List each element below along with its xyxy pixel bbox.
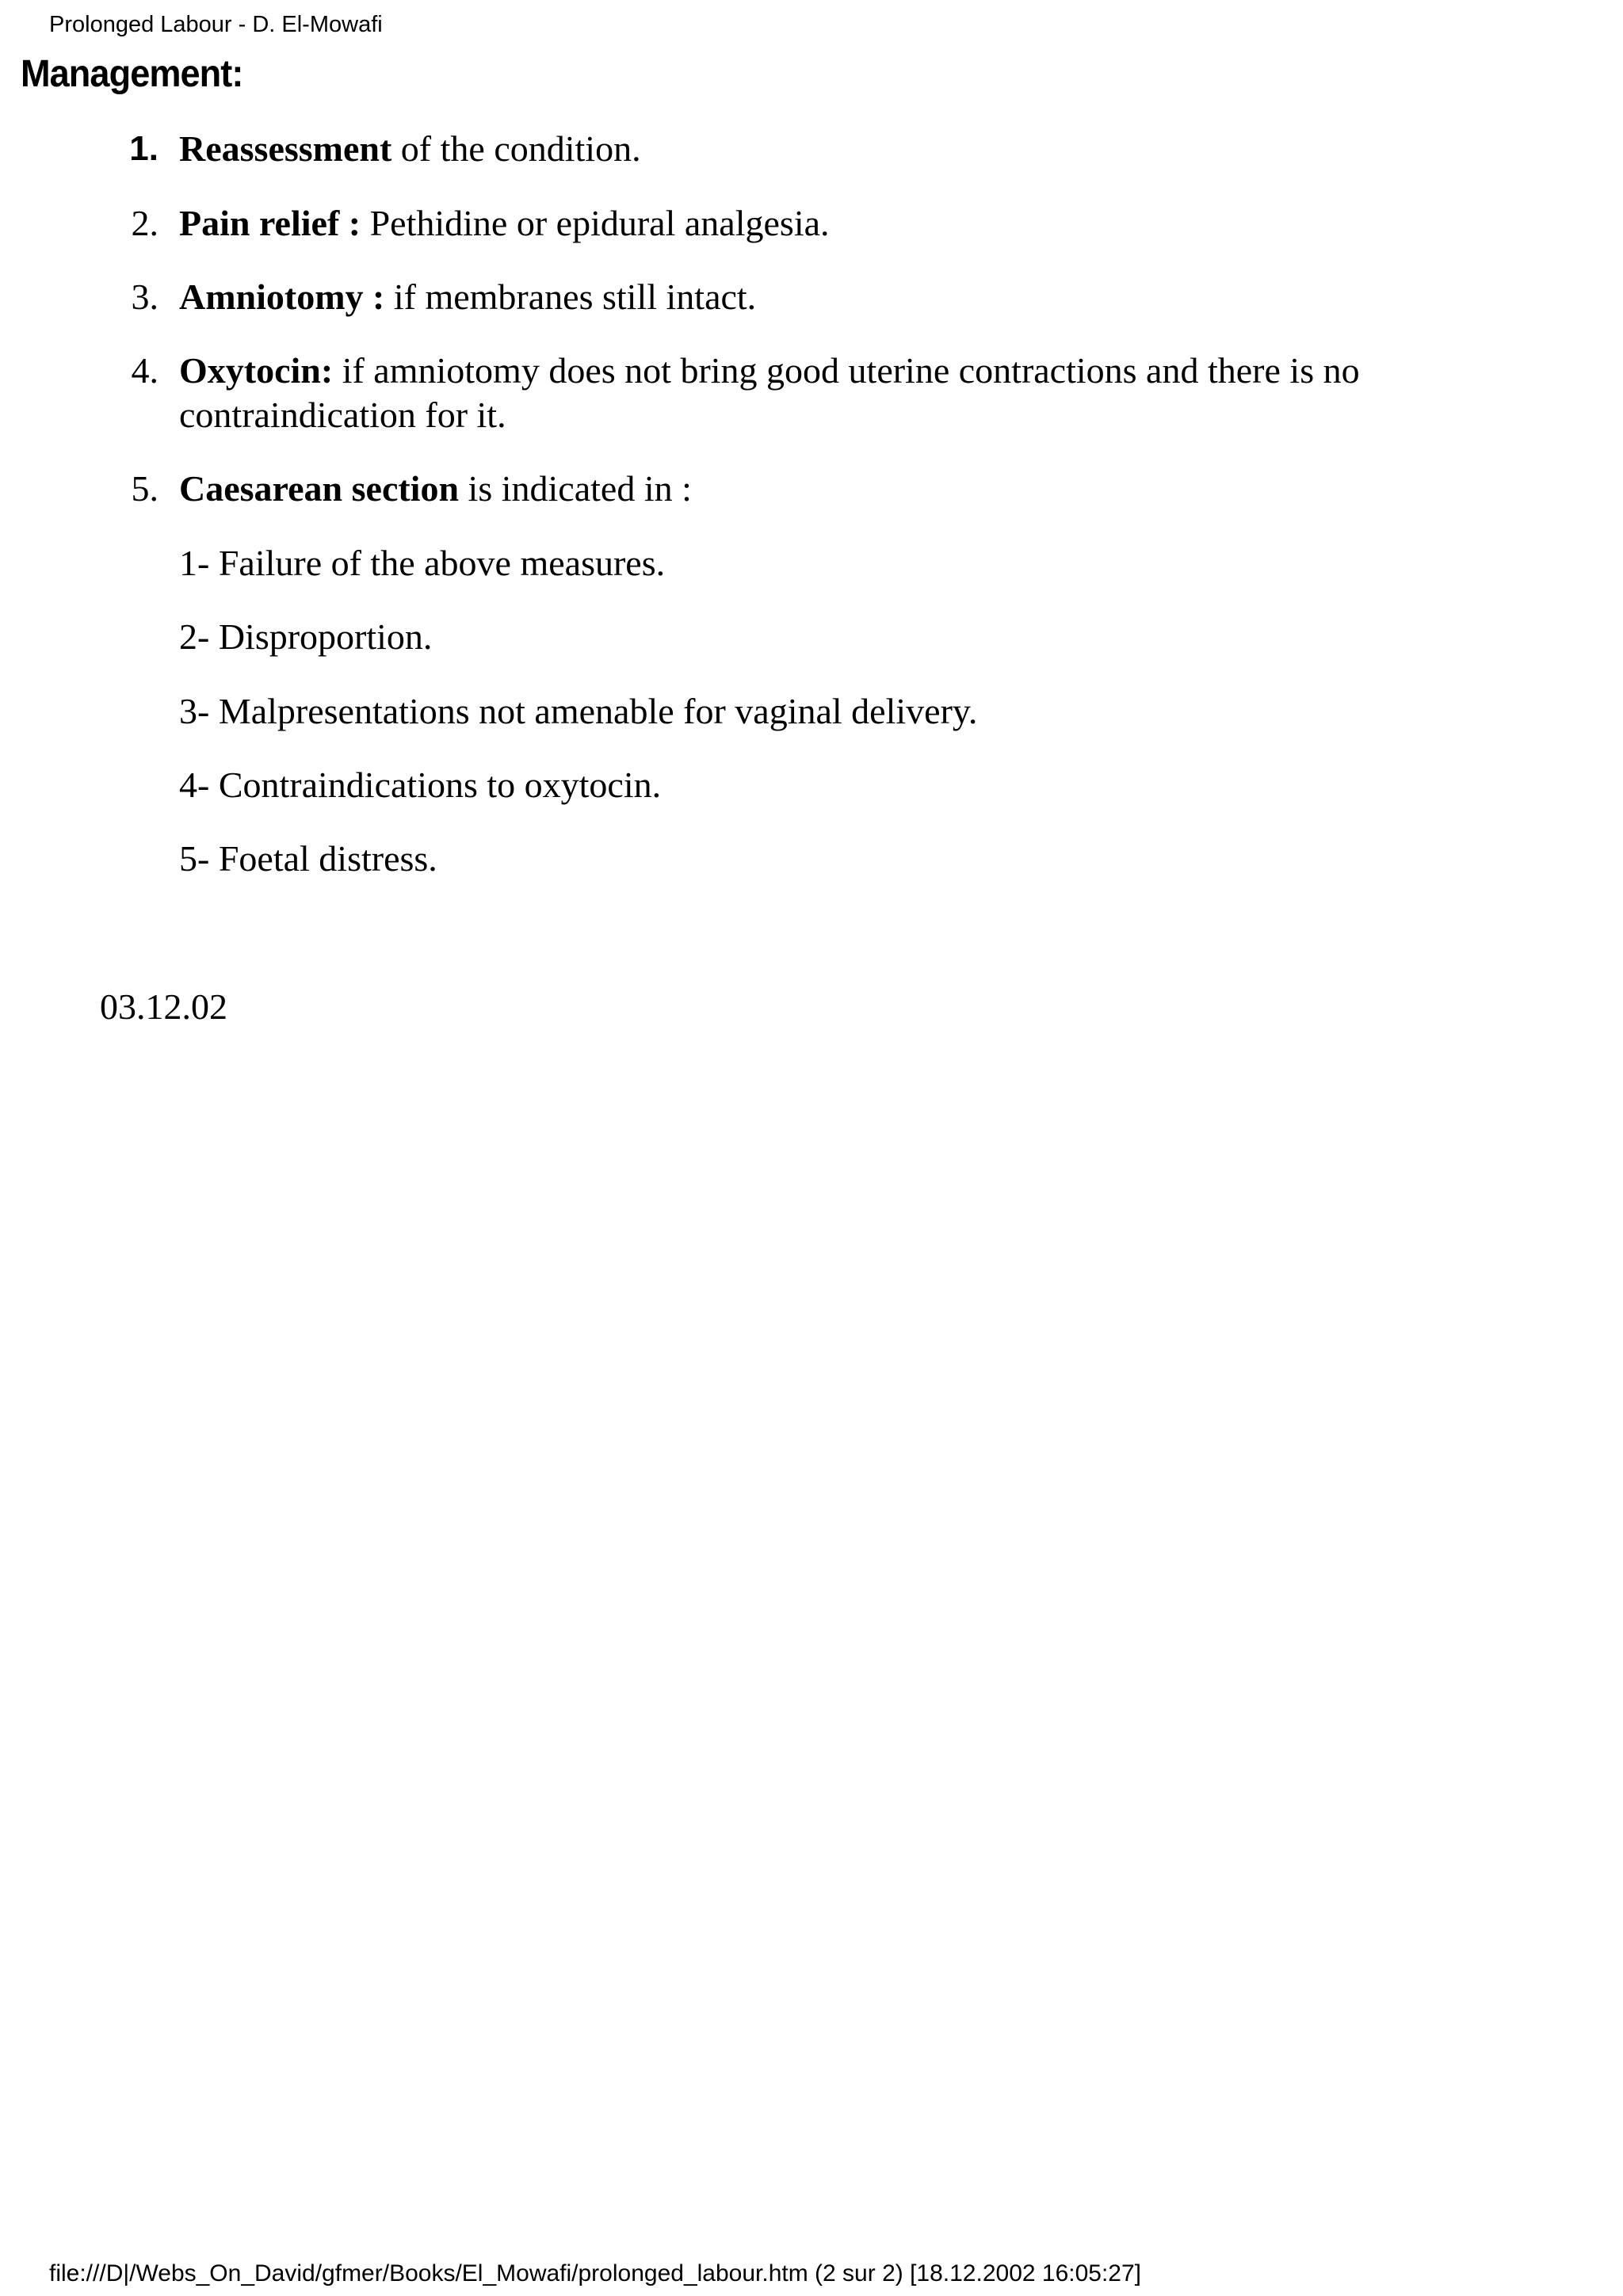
list-item-number: 4. (131, 350, 158, 391)
list-item-number: 5. (131, 468, 158, 509)
list-item-number: 3. (131, 277, 158, 317)
indication-item: 3- Malpresentations not amenable for vaginal delivery. (179, 691, 978, 731)
page-header-title: Prolonged Labour - D. El-Mowafi (49, 12, 383, 37)
list-item-description: if amniotomy does not bring good uterine contractions and there is no contraindication for it. (179, 350, 1360, 435)
indication-item: 1- Failure of the above measures. (179, 543, 666, 583)
list-item-number: 1. (129, 129, 158, 168)
indication-item: 5- Foetal distress. (179, 838, 437, 879)
indication-item: 2- Disproportion. (179, 616, 433, 657)
indication-item: 4- Contraindications to oxytocin. (179, 765, 662, 805)
list-item-term: Oxytocin: (179, 350, 334, 391)
list-item-term: Amniotomy : (179, 277, 385, 317)
list-item-term: Caesarean section (179, 468, 460, 509)
list-item-description: is indicated in : (459, 468, 692, 509)
list-item-description: if membranes still intact. (384, 277, 757, 317)
list-item-term: Reassessment (179, 128, 392, 169)
list-item-term: Pain relief : (179, 203, 361, 243)
section-heading: Management: (21, 53, 243, 95)
list-item-description: Pethidine or epidural analgesia. (361, 203, 830, 243)
page-footer-path: file:///D|/Webs_On_David/gfmer/Books/El_Mowafi/prolonged_labour.htm (2 sur 2) [18.12.2002 16:05:27] (49, 2260, 1142, 2286)
document-date: 03.12.02 (100, 986, 227, 1027)
list-item-number: 2. (131, 203, 158, 243)
list-item-description: of the condition. (391, 128, 641, 169)
